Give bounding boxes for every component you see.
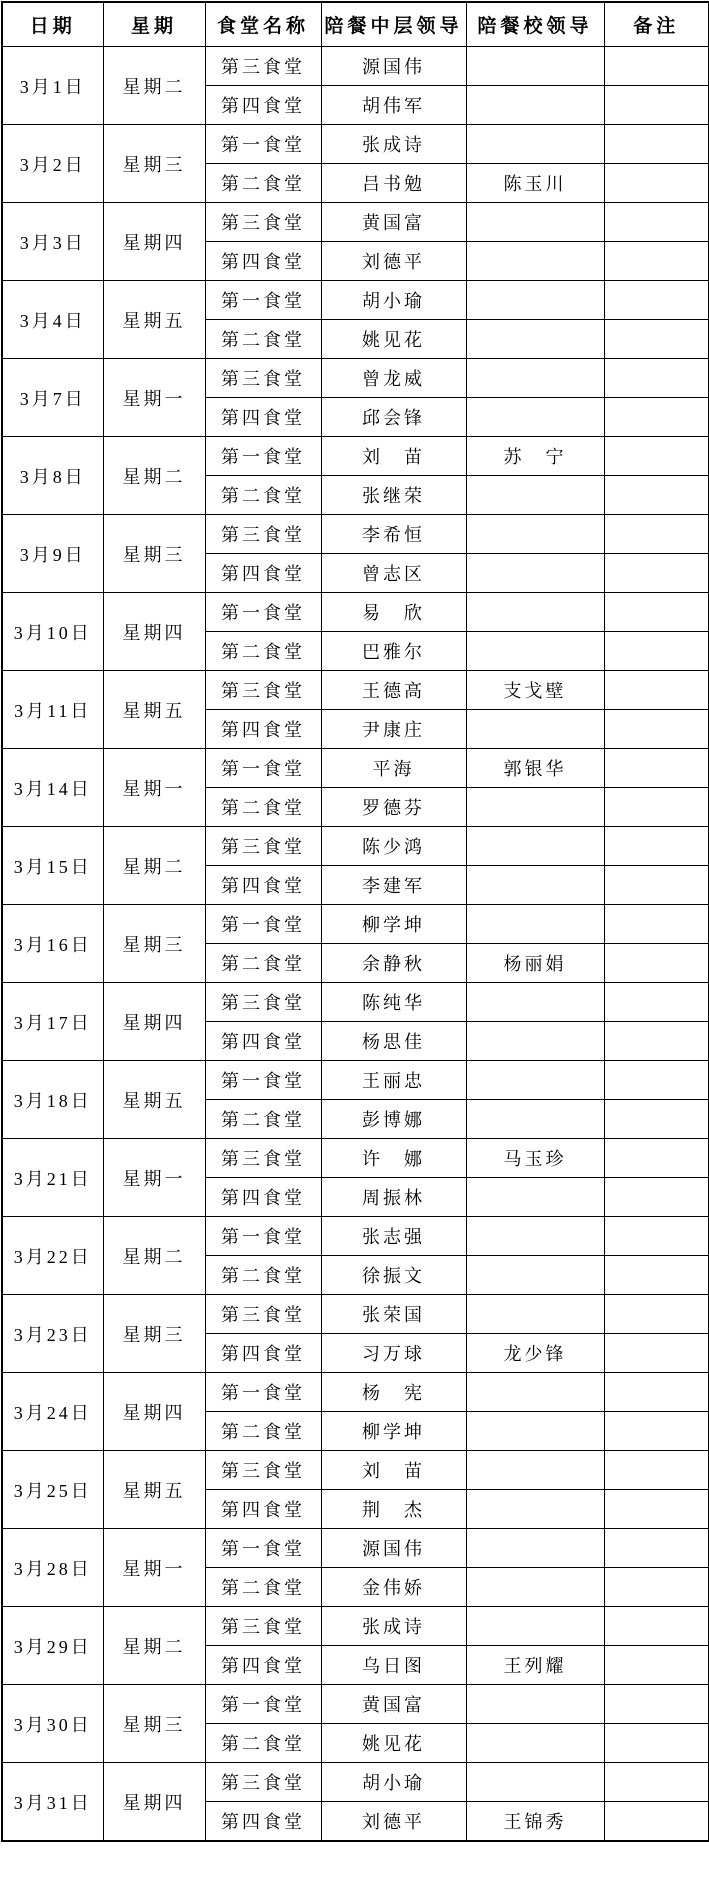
mid-leader-cell: 张荣国: [321, 1295, 466, 1334]
mid-leader-cell: 柳学坤: [321, 1412, 466, 1451]
weekday-cell: 星期五: [103, 1061, 205, 1139]
table-row: [2, 983, 709, 1022]
mid-leader-cell: 易 欣: [321, 593, 466, 632]
note-cell: [604, 944, 709, 983]
school-leader-cell: 苏 宁: [466, 437, 604, 476]
table-row: [2, 47, 709, 86]
mid-leader-cell: 刘德平: [321, 242, 466, 281]
date-cell: 3月2日: [2, 125, 103, 203]
canteen-cell: 第四食堂: [205, 398, 321, 437]
school-leader-cell: [466, 1529, 604, 1568]
weekday-cell: 星期二: [103, 47, 205, 125]
mid-leader-cell: 金伟娇: [321, 1568, 466, 1607]
table-row: [2, 749, 709, 788]
school-leader-cell: [466, 554, 604, 593]
canteen-cell: 第三食堂: [205, 203, 321, 242]
weekday-cell: 星期二: [103, 1217, 205, 1295]
canteen-cell: 第二食堂: [205, 164, 321, 203]
mid-leader-cell: 陈纯华: [321, 983, 466, 1022]
date-cell: 3月9日: [2, 515, 103, 593]
canteen-cell: 第三食堂: [205, 671, 321, 710]
weekday-cell: 星期一: [103, 1139, 205, 1217]
note-cell: [604, 86, 709, 125]
table-row: [2, 125, 709, 164]
note-cell: [604, 749, 709, 788]
note-cell: [604, 710, 709, 749]
table-body: [2, 47, 709, 1842]
school-leader-cell: [466, 281, 604, 320]
school-leader-cell: [466, 1373, 604, 1412]
school-leader-cell: [466, 1217, 604, 1256]
table-row: [2, 515, 709, 554]
table-row: [2, 1685, 709, 1724]
school-leader-cell: [466, 1685, 604, 1724]
header-canteen: 食堂名称: [205, 2, 321, 47]
canteen-cell: 第一食堂: [205, 437, 321, 476]
mid-leader-cell: 尹康庄: [321, 710, 466, 749]
note-cell: [604, 671, 709, 710]
note-cell: [604, 593, 709, 632]
weekday-cell: 星期四: [103, 203, 205, 281]
date-cell: 3月15日: [2, 827, 103, 905]
canteen-cell: 第二食堂: [205, 476, 321, 515]
canteen-cell: 第四食堂: [205, 1178, 321, 1217]
canteen-cell: 第二食堂: [205, 944, 321, 983]
weekday-cell: 星期五: [103, 281, 205, 359]
note-cell: [604, 1490, 709, 1529]
school-leader-cell: [466, 1763, 604, 1802]
mid-leader-cell: 源国伟: [321, 47, 466, 86]
date-cell: 3月8日: [2, 437, 103, 515]
note-cell: [604, 1412, 709, 1451]
date-cell: 3月21日: [2, 1139, 103, 1217]
canteen-cell: 第一食堂: [205, 1217, 321, 1256]
school-leader-cell: [466, 398, 604, 437]
mid-leader-cell: 刘 苗: [321, 437, 466, 476]
header-date: 日期: [2, 2, 103, 47]
school-leader-cell: [466, 1412, 604, 1451]
school-leader-cell: [466, 1256, 604, 1295]
note-cell: [604, 47, 709, 86]
note-cell: [604, 632, 709, 671]
table-row: [2, 905, 709, 944]
header-school-leader: 陪餐校领导: [466, 2, 604, 47]
mid-leader-cell: 周振林: [321, 1178, 466, 1217]
date-cell: 3月10日: [2, 593, 103, 671]
school-leader-cell: [466, 593, 604, 632]
note-cell: [604, 281, 709, 320]
weekday-cell: 星期五: [103, 671, 205, 749]
mid-leader-cell: 杨思佳: [321, 1022, 466, 1061]
canteen-cell: 第一食堂: [205, 1529, 321, 1568]
school-leader-cell: [466, 1295, 604, 1334]
mid-leader-cell: 源国伟: [321, 1529, 466, 1568]
weekday-cell: 星期一: [103, 749, 205, 827]
note-cell: [604, 398, 709, 437]
school-leader-cell: [466, 476, 604, 515]
canteen-cell: 第二食堂: [205, 1724, 321, 1763]
school-leader-cell: [466, 1607, 604, 1646]
canteen-cell: 第四食堂: [205, 1646, 321, 1685]
school-leader-cell: [466, 86, 604, 125]
note-cell: [604, 1061, 709, 1100]
date-cell: 3月7日: [2, 359, 103, 437]
mid-leader-cell: 余静秋: [321, 944, 466, 983]
mid-leader-cell: 罗德芬: [321, 788, 466, 827]
canteen-cell: 第四食堂: [205, 86, 321, 125]
note-cell: [604, 1529, 709, 1568]
canteen-cell: 第一食堂: [205, 1685, 321, 1724]
table-row: [2, 437, 709, 476]
canteen-cell: 第二食堂: [205, 632, 321, 671]
date-cell: 3月22日: [2, 1217, 103, 1295]
table-row: [2, 1529, 709, 1568]
note-cell: [604, 1139, 709, 1178]
note-cell: [604, 1217, 709, 1256]
note-cell: [604, 1724, 709, 1763]
header-note: 备注: [604, 2, 709, 47]
date-cell: 3月23日: [2, 1295, 103, 1373]
date-cell: 3月24日: [2, 1373, 103, 1451]
note-cell: [604, 1802, 709, 1842]
school-leader-cell: 马玉珍: [466, 1139, 604, 1178]
school-leader-cell: [466, 1490, 604, 1529]
school-leader-cell: [466, 1568, 604, 1607]
date-cell: 3月29日: [2, 1607, 103, 1685]
weekday-cell: 星期四: [103, 593, 205, 671]
note-cell: [604, 242, 709, 281]
note-cell: [604, 827, 709, 866]
mid-leader-cell: 李希恒: [321, 515, 466, 554]
school-leader-cell: 杨丽娟: [466, 944, 604, 983]
date-cell: 3月18日: [2, 1061, 103, 1139]
note-cell: [604, 554, 709, 593]
mid-leader-cell: 曾龙威: [321, 359, 466, 398]
school-leader-cell: [466, 905, 604, 944]
table-row: [2, 1451, 709, 1490]
canteen-cell: 第二食堂: [205, 1412, 321, 1451]
note-cell: [604, 1373, 709, 1412]
date-cell: 3月17日: [2, 983, 103, 1061]
mid-leader-cell: 姚见花: [321, 320, 466, 359]
date-cell: 3月30日: [2, 1685, 103, 1763]
canteen-cell: 第二食堂: [205, 320, 321, 359]
canteen-cell: 第三食堂: [205, 1295, 321, 1334]
table-row: [2, 359, 709, 398]
note-cell: [604, 1256, 709, 1295]
note-cell: [604, 125, 709, 164]
note-cell: [604, 515, 709, 554]
note-cell: [604, 1178, 709, 1217]
note-cell: [604, 1022, 709, 1061]
note-cell: [604, 1100, 709, 1139]
school-leader-cell: 陈玉川: [466, 164, 604, 203]
note-cell: [604, 1685, 709, 1724]
note-cell: [604, 1451, 709, 1490]
note-cell: [604, 1646, 709, 1685]
mid-leader-cell: 姚见花: [321, 1724, 466, 1763]
table-row: [2, 1217, 709, 1256]
weekday-cell: 星期三: [103, 1685, 205, 1763]
weekday-cell: 星期二: [103, 437, 205, 515]
canteen-cell: 第三食堂: [205, 983, 321, 1022]
school-leader-cell: [466, 1100, 604, 1139]
note-cell: [604, 1295, 709, 1334]
mid-leader-cell: 黄国富: [321, 203, 466, 242]
mid-leader-cell: 张志强: [321, 1217, 466, 1256]
table-row: [2, 1373, 709, 1412]
school-leader-cell: 支戈壁: [466, 671, 604, 710]
table-row: [2, 1295, 709, 1334]
mid-leader-cell: 荆 杰: [321, 1490, 466, 1529]
canteen-cell: 第四食堂: [205, 242, 321, 281]
mid-leader-cell: 刘 苗: [321, 1451, 466, 1490]
weekday-cell: 星期四: [103, 1373, 205, 1451]
mid-leader-cell: 李建军: [321, 866, 466, 905]
mid-leader-cell: 巴雅尔: [321, 632, 466, 671]
mid-leader-cell: 平海: [321, 749, 466, 788]
school-leader-cell: [466, 1022, 604, 1061]
school-leader-cell: 郭银华: [466, 749, 604, 788]
school-leader-cell: [466, 866, 604, 905]
mid-leader-cell: 吕书勉: [321, 164, 466, 203]
school-leader-cell: [466, 515, 604, 554]
school-leader-cell: [466, 1451, 604, 1490]
date-cell: 3月25日: [2, 1451, 103, 1529]
canteen-cell: 第三食堂: [205, 47, 321, 86]
canteen-cell: 第一食堂: [205, 1061, 321, 1100]
date-cell: 3月1日: [2, 47, 103, 125]
note-cell: [604, 1334, 709, 1373]
canteen-cell: 第四食堂: [205, 1334, 321, 1373]
school-leader-cell: [466, 632, 604, 671]
note-cell: [604, 359, 709, 398]
mid-leader-cell: 彭博娜: [321, 1100, 466, 1139]
mid-leader-cell: 刘德平: [321, 1802, 466, 1842]
header-row: [2, 2, 709, 47]
weekday-cell: 星期二: [103, 1607, 205, 1685]
header-mid-leader: 陪餐中层领导: [321, 2, 466, 47]
table-row: [2, 1061, 709, 1100]
weekday-cell: 星期三: [103, 515, 205, 593]
note-cell: [604, 866, 709, 905]
header-weekday: 星期: [103, 2, 205, 47]
canteen-cell: 第二食堂: [205, 1100, 321, 1139]
mid-leader-cell: 乌日图: [321, 1646, 466, 1685]
school-leader-cell: [466, 47, 604, 86]
table-row: [2, 1607, 709, 1646]
weekday-cell: 星期二: [103, 827, 205, 905]
school-leader-cell: [466, 983, 604, 1022]
note-cell: [604, 203, 709, 242]
mid-leader-cell: 张继荣: [321, 476, 466, 515]
mid-leader-cell: 张成诗: [321, 125, 466, 164]
mid-leader-cell: 邱会锋: [321, 398, 466, 437]
note-cell: [604, 905, 709, 944]
weekday-cell: 星期四: [103, 1763, 205, 1842]
canteen-cell: 第四食堂: [205, 710, 321, 749]
school-leader-cell: 龙少锋: [466, 1334, 604, 1373]
canteen-cell: 第一食堂: [205, 593, 321, 632]
mid-leader-cell: 胡小瑜: [321, 1763, 466, 1802]
school-leader-cell: [466, 710, 604, 749]
table-row: [2, 1763, 709, 1802]
canteen-cell: 第一食堂: [205, 281, 321, 320]
canteen-cell: 第三食堂: [205, 1763, 321, 1802]
canteen-cell: 第四食堂: [205, 1022, 321, 1061]
date-cell: 3月14日: [2, 749, 103, 827]
date-cell: 3月11日: [2, 671, 103, 749]
canteen-cell: 第二食堂: [205, 788, 321, 827]
canteen-cell: 第四食堂: [205, 866, 321, 905]
canteen-cell: 第一食堂: [205, 125, 321, 164]
date-cell: 3月3日: [2, 203, 103, 281]
school-leader-cell: [466, 203, 604, 242]
canteen-cell: 第一食堂: [205, 1373, 321, 1412]
mid-leader-cell: 陈少鸿: [321, 827, 466, 866]
school-leader-cell: [466, 1178, 604, 1217]
mid-leader-cell: 胡伟军: [321, 86, 466, 125]
table-header: [2, 2, 709, 47]
canteen-cell: 第一食堂: [205, 749, 321, 788]
mid-leader-cell: 杨 宪: [321, 1373, 466, 1412]
canteen-cell: 第一食堂: [205, 905, 321, 944]
note-cell: [604, 437, 709, 476]
table-row: [2, 281, 709, 320]
mid-leader-cell: 王德高: [321, 671, 466, 710]
weekday-cell: 星期三: [103, 1295, 205, 1373]
mid-leader-cell: 曾志区: [321, 554, 466, 593]
weekday-cell: 星期一: [103, 1529, 205, 1607]
mid-leader-cell: 徐振文: [321, 1256, 466, 1295]
canteen-cell: 第三食堂: [205, 827, 321, 866]
canteen-cell: 第三食堂: [205, 1139, 321, 1178]
mid-leader-cell: 王丽忠: [321, 1061, 466, 1100]
weekday-cell: 星期四: [103, 983, 205, 1061]
mid-leader-cell: 张成诗: [321, 1607, 466, 1646]
table-row: [2, 671, 709, 710]
canteen-cell: 第三食堂: [205, 515, 321, 554]
note-cell: [604, 164, 709, 203]
canteen-cell: 第四食堂: [205, 1490, 321, 1529]
school-leader-cell: [466, 827, 604, 866]
school-leader-cell: [466, 320, 604, 359]
canteen-cell: 第二食堂: [205, 1568, 321, 1607]
school-leader-cell: [466, 1061, 604, 1100]
school-leader-cell: [466, 1724, 604, 1763]
table-row: [2, 593, 709, 632]
note-cell: [604, 788, 709, 827]
dining-schedule-table: [1, 1, 709, 1842]
date-cell: 3月28日: [2, 1529, 103, 1607]
note-cell: [604, 1568, 709, 1607]
canteen-cell: 第四食堂: [205, 1802, 321, 1842]
school-leader-cell: 王锦秀: [466, 1802, 604, 1842]
school-leader-cell: [466, 242, 604, 281]
canteen-cell: 第三食堂: [205, 1607, 321, 1646]
note-cell: [604, 1607, 709, 1646]
table-row: [2, 203, 709, 242]
note-cell: [604, 983, 709, 1022]
school-leader-cell: [466, 788, 604, 827]
note-cell: [604, 476, 709, 515]
mid-leader-cell: 柳学坤: [321, 905, 466, 944]
canteen-cell: 第四食堂: [205, 554, 321, 593]
mid-leader-cell: 黄国富: [321, 1685, 466, 1724]
table-row: [2, 827, 709, 866]
date-cell: 3月16日: [2, 905, 103, 983]
date-cell: 3月31日: [2, 1763, 103, 1842]
canteen-cell: 第二食堂: [205, 1256, 321, 1295]
school-leader-cell: [466, 125, 604, 164]
mid-leader-cell: 习万球: [321, 1334, 466, 1373]
mid-leader-cell: 许 娜: [321, 1139, 466, 1178]
mid-leader-cell: 胡小瑜: [321, 281, 466, 320]
school-leader-cell: [466, 359, 604, 398]
note-cell: [604, 320, 709, 359]
weekday-cell: 星期一: [103, 359, 205, 437]
weekday-cell: 星期五: [103, 1451, 205, 1529]
school-leader-cell: 王列耀: [466, 1646, 604, 1685]
note-cell: [604, 1763, 709, 1802]
table-row: [2, 1139, 709, 1178]
date-cell: 3月4日: [2, 281, 103, 359]
weekday-cell: 星期三: [103, 125, 205, 203]
weekday-cell: 星期三: [103, 905, 205, 983]
canteen-cell: 第三食堂: [205, 1451, 321, 1490]
canteen-cell: 第三食堂: [205, 359, 321, 398]
